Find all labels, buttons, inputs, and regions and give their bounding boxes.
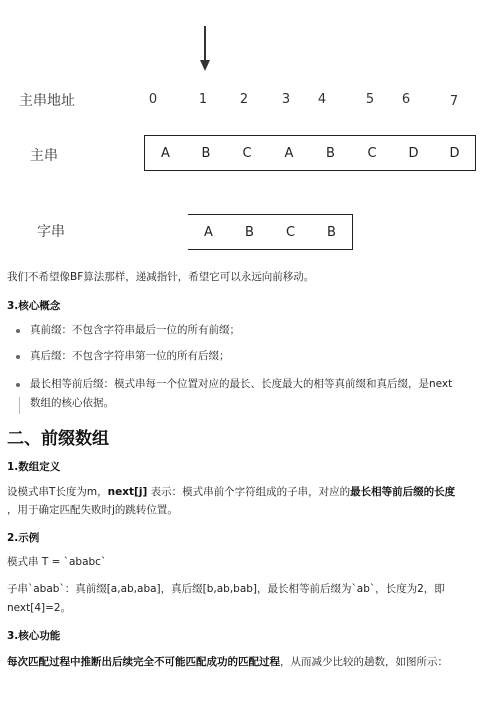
bullet-dot-icon (16, 383, 20, 387)
bullet-dot-icon (16, 355, 20, 359)
core-function-bold: 每次匹配过程中推断出后续完全不可能匹配成功的匹配过程 (7, 656, 280, 668)
text-cursor (19, 397, 20, 414)
array-definition-heading: 1.数组定义 (7, 461, 61, 473)
main-cell-6: D (393, 135, 435, 171)
main-cell-7: D (434, 135, 476, 171)
index-2: 2 (239, 92, 249, 107)
definition-paragraph (7, 485, 492, 500)
definition-text-1: 设模式串T长度为m， (7, 486, 108, 498)
bullet-longest-prefix-suffix-cont: 数组的核心依据。 (30, 397, 114, 409)
main-cell-5: C (351, 135, 394, 171)
main-cell-2: C (226, 135, 269, 171)
sub-cell-0: A (188, 214, 230, 250)
example-pattern: 模式串 T = `ababc` (7, 556, 107, 568)
sub-cell-2: C (270, 214, 312, 250)
index-4: 4 (317, 92, 327, 107)
main-address-label: 主串地址 (19, 93, 75, 109)
core-function-rest: ，从而减少比较的趟数，如图所示： (280, 656, 448, 668)
bullet-longest-prefix-suffix: 最长相等前后缀：模式串每一个位置对应的最长、长度最大的相等真前缀和真后缀，是next (30, 378, 453, 390)
main-string-label: 主串 (30, 148, 58, 164)
index-1: 1 (198, 92, 208, 107)
matching-diagram (0, 0, 497, 265)
sub-string-label: 字串 (37, 224, 65, 240)
main-cell-0: A (144, 135, 187, 171)
example-line-2: next[4]=2。 (7, 602, 72, 614)
example-heading: 2.示例 (7, 532, 40, 544)
index-6: 6 (401, 92, 411, 107)
bullet-proper-prefix: 真前缀：不包含字符串最后一位的所有前缀； (30, 324, 240, 336)
pointer-arrow-shaft (204, 26, 206, 62)
definition-text-2: 表示：模式串前个字符组成的子串，对应的 (147, 486, 351, 498)
bullet-dot-icon (16, 329, 20, 333)
main-cell-4: B (310, 135, 352, 171)
intro-paragraph: 我们不希望像BF算法那样，递减指针，希望它可以永远向前移动。 (7, 271, 315, 283)
longest-equal-term: 最长相等前后缀的长度 (350, 486, 456, 498)
index-3: 3 (281, 92, 291, 107)
index-7: 7 (449, 94, 459, 109)
main-cell-3: A (268, 135, 311, 171)
index-0: 0 (148, 92, 158, 107)
main-cell-1: B (186, 135, 227, 171)
core-function-paragraph (7, 655, 492, 670)
section-heading-prefix-array: 二、前缀数组 (7, 429, 109, 449)
index-5: 5 (365, 92, 375, 107)
sub-cell-1: B (229, 214, 271, 250)
sub-cell-3: B (311, 214, 353, 250)
core-concept-heading: 3.核心概念 (7, 300, 61, 312)
example-line-1: 子串`abab`：真前缀[a,ab,aba]，真后缀[b,ab,bab]，最长相等前后缀为`ab`，长度为2，即 (7, 583, 445, 595)
pointer-arrow-down-icon (200, 60, 210, 71)
next-j-term: next[j] (107, 486, 148, 498)
bullet-proper-suffix: 真后缀：不包含字符串第一位的所有后缀； (30, 350, 230, 362)
core-function-heading: 3.核心功能 (7, 630, 61, 642)
definition-paragraph-cont: ，用于确定匹配失败时j的跳转位置。 (7, 504, 178, 516)
